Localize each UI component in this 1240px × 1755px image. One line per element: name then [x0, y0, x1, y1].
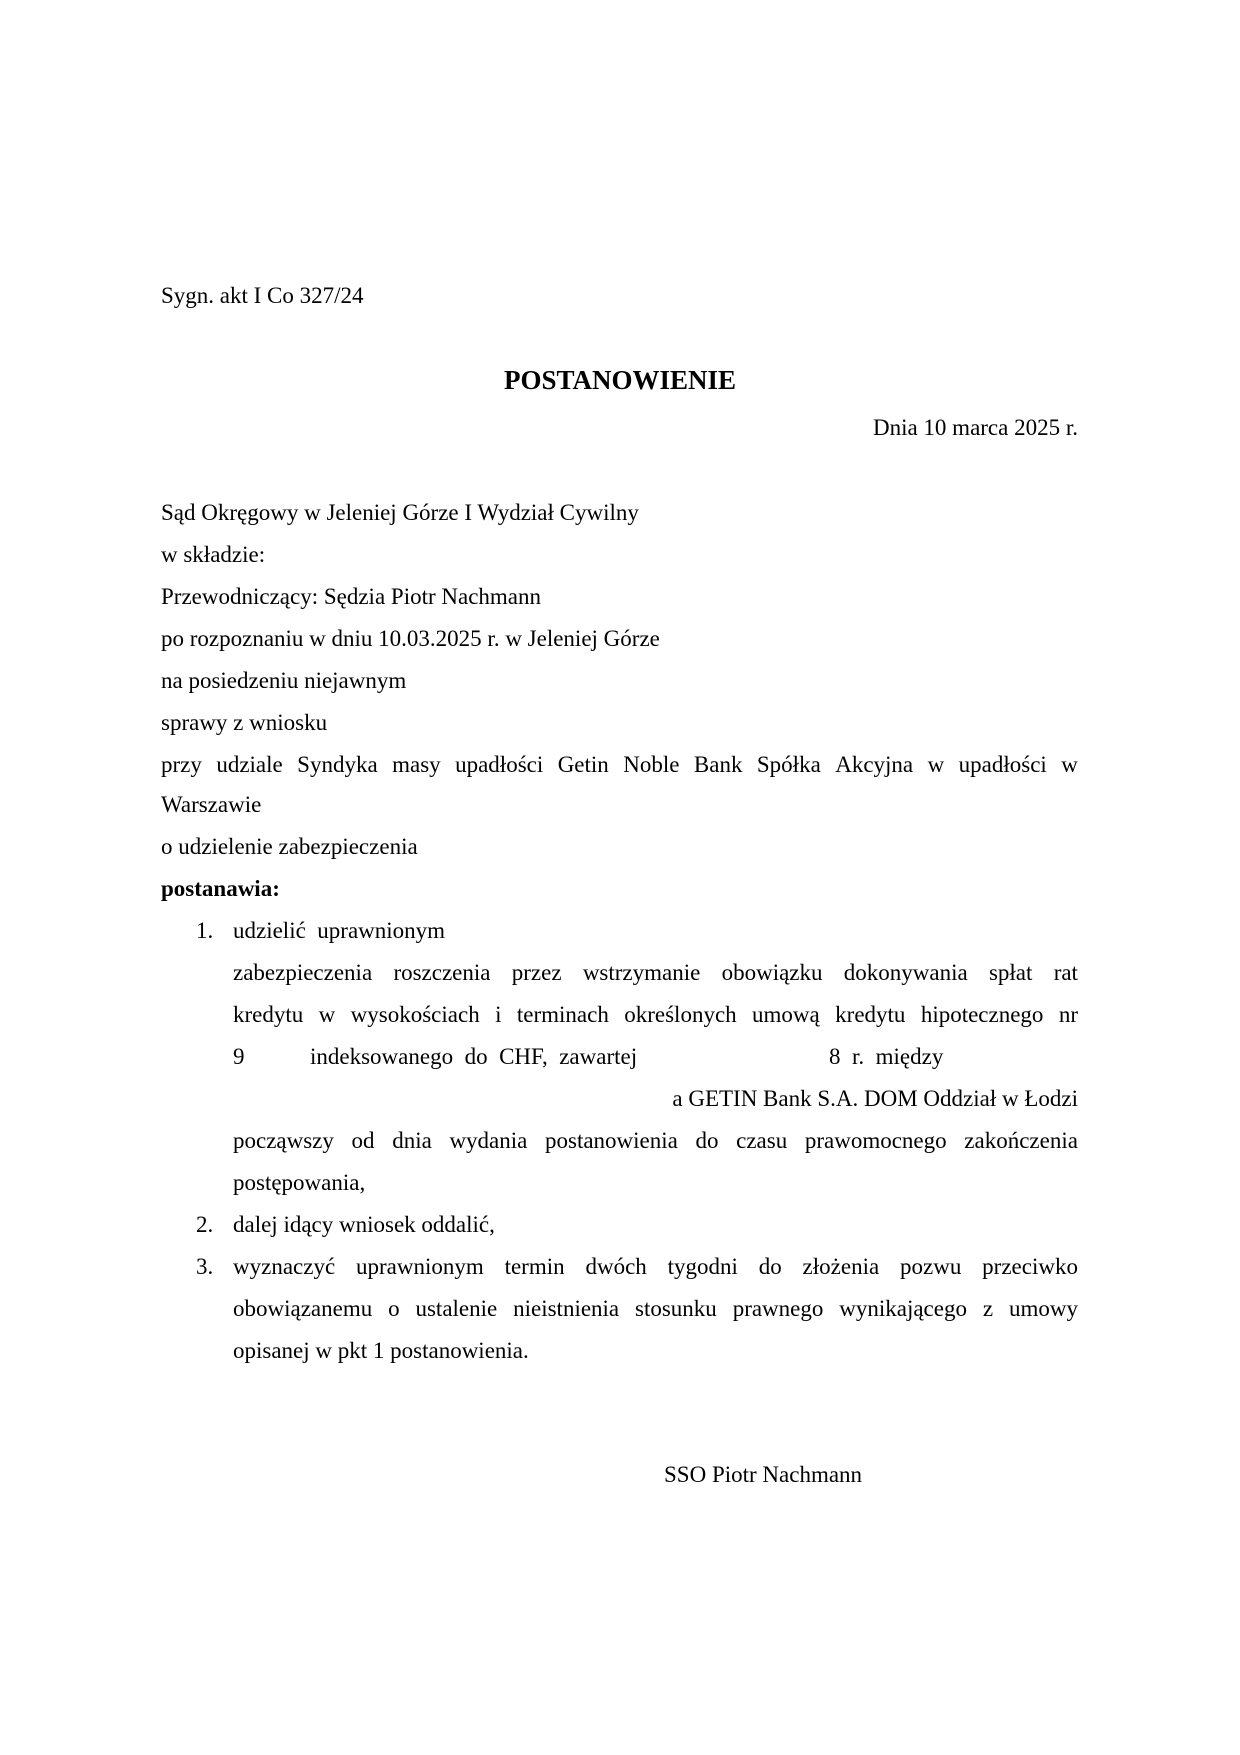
word: rat	[1053, 960, 1078, 985]
word: przez	[511, 960, 562, 985]
word: do	[758, 1254, 782, 1279]
presiding-judge: Przewodniczący: Sędzia Piotr Nachmann	[161, 584, 542, 609]
word: udziale	[216, 752, 283, 777]
item-number: 3.	[196, 1254, 214, 1279]
word: hipotecznego	[920, 1002, 1044, 1027]
word: stosunku	[635, 1296, 717, 1321]
participation-line	[161, 751, 1078, 779]
word: Akcyjna	[835, 752, 914, 777]
word: Getin	[557, 752, 609, 777]
case-type: sprawy z wniosku	[161, 710, 328, 735]
word: wysokościach	[350, 1002, 480, 1027]
decision-keyword: postanawia:	[161, 876, 280, 901]
word: Syndyka	[297, 752, 378, 777]
word: prawnego	[732, 1296, 824, 1321]
participation-continuation: Warszawie	[161, 792, 262, 817]
item-1-line-6	[233, 1127, 1078, 1155]
judge-signature: SSO Piotr Nachmann	[664, 1462, 863, 1487]
item-1-line-4-number: 9	[233, 1044, 245, 1069]
word: wstrzymanie	[582, 960, 701, 985]
item-3-line-2	[233, 1295, 1078, 1323]
word: wynikającego	[839, 1296, 967, 1321]
word: spłat	[988, 960, 1033, 985]
item-1-line-4-date: 8 r. między	[829, 1044, 944, 1069]
word: w	[318, 1002, 336, 1027]
word: upadłości	[958, 752, 1047, 777]
word: nieistnienia	[513, 1296, 620, 1321]
word: prawomocnego	[804, 1128, 947, 1153]
word: dwóch	[585, 1254, 647, 1279]
word: masy	[392, 752, 441, 777]
word: wyznaczyć	[233, 1254, 336, 1279]
word: do	[695, 1128, 719, 1153]
session-type: na posiedzeniu niejawnym	[161, 668, 407, 693]
word: o	[388, 1296, 400, 1321]
item-number: 2.	[196, 1212, 214, 1237]
word: i	[495, 1002, 502, 1027]
item-3-line-3: opisanej w pkt 1 postanowienia.	[233, 1338, 529, 1363]
subject-line: o udzielenie zabezpieczenia	[161, 834, 418, 859]
document-title: POSTANOWIENIE	[503, 365, 737, 395]
word: kredytu	[835, 1002, 906, 1027]
case-signature: Sygn. akt I Co 327/24	[161, 283, 364, 308]
word: termin	[504, 1254, 565, 1279]
word: począwszy	[233, 1128, 334, 1153]
item-3-line-1	[233, 1253, 1078, 1281]
word: nr	[1058, 1002, 1078, 1027]
word: dnia	[392, 1128, 432, 1153]
hearing-info: po rozpoznaniu w dniu 10.03.2025 r. w Jeleniej Górze	[161, 626, 660, 651]
word: przy	[161, 752, 202, 777]
word: od	[351, 1128, 375, 1153]
item-1-line-7: postępowania,	[233, 1170, 366, 1195]
word: z	[982, 1296, 994, 1321]
court-name: Sąd Okręgowy w Jeleniej Górze I Wydział Cywilny	[161, 500, 639, 525]
word: wydania	[449, 1128, 528, 1153]
item-number: 1.	[196, 918, 214, 943]
word: postanowienia	[545, 1128, 678, 1153]
word: zabezpieczenia	[233, 960, 373, 985]
word: Bank	[693, 752, 743, 777]
word: obowiązanemu	[233, 1296, 373, 1321]
word: kredytu	[233, 1002, 304, 1027]
word: ustalenie	[415, 1296, 498, 1321]
word: obowiązku	[721, 960, 823, 985]
composition-label: w składzie:	[161, 542, 266, 567]
word: roszczenia	[393, 960, 491, 985]
item-1-line-1: udzielić uprawnionym	[233, 918, 446, 943]
word: przeciwko	[982, 1254, 1078, 1279]
word: umowy	[1008, 1296, 1078, 1321]
word: Spółka	[756, 752, 821, 777]
word: umową	[752, 1002, 820, 1027]
word: zakończenia	[964, 1128, 1078, 1153]
document-date: Dnia 10 marca 2025 r.	[872, 415, 1078, 440]
word: upadłości	[455, 752, 544, 777]
item-1-line-5: a GETIN Bank S.A. DOM Oddział w Łodzi	[672, 1086, 1078, 1111]
word: pozwu	[900, 1254, 962, 1279]
item-1-line-4-text: indeksowanego do CHF, zawartej	[310, 1044, 638, 1069]
word: uprawnionym	[355, 1254, 484, 1279]
word: terminach	[516, 1002, 609, 1027]
word: określonych	[624, 1002, 737, 1027]
word: Noble	[623, 752, 680, 777]
word: czasu	[736, 1128, 788, 1153]
word: w	[1061, 752, 1078, 777]
word: dokonywania	[843, 960, 968, 985]
item-1-line-2	[233, 959, 1078, 987]
word: w	[927, 752, 945, 777]
item-1-line-3	[233, 1001, 1078, 1029]
word: złożenia	[802, 1254, 880, 1279]
word: tygodni	[667, 1254, 738, 1279]
item-2-text: dalej idący wniosek oddalić,	[233, 1212, 495, 1237]
